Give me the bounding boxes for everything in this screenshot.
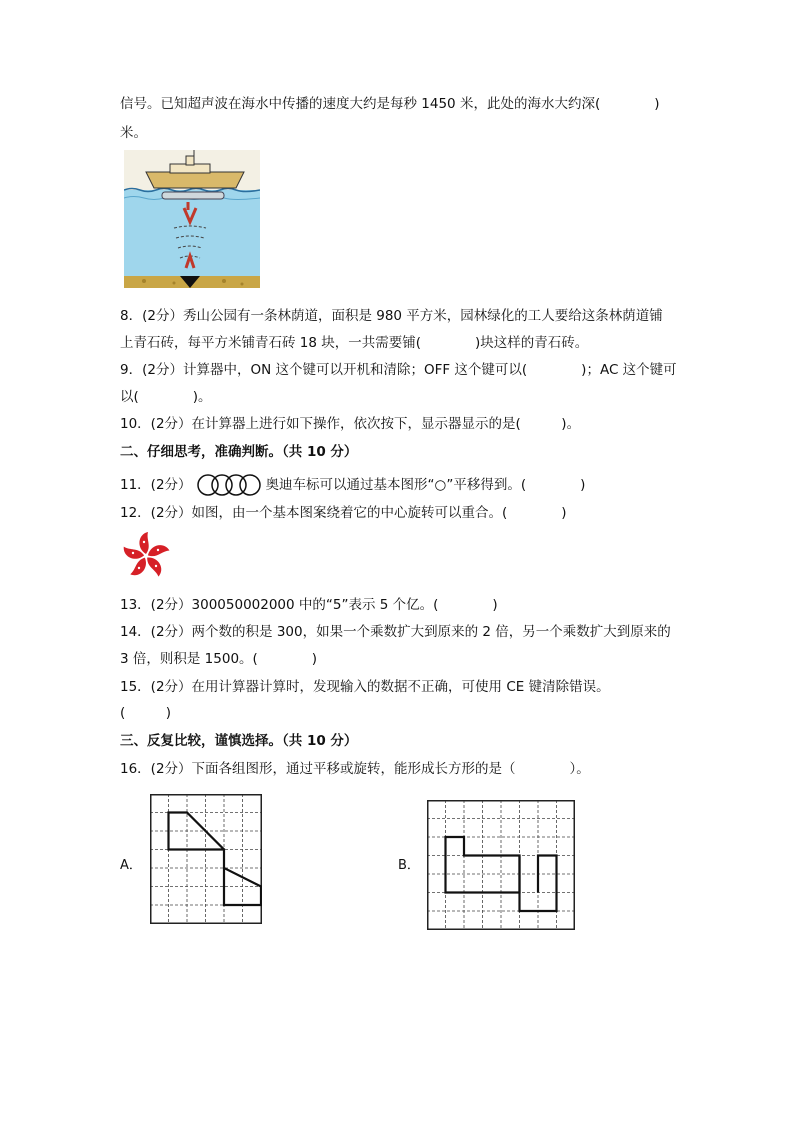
option-a-grid-figure — [150, 794, 262, 924]
question-10-text: 10．(2分）在计算器上进行如下操作，依次按下，显示器显示的是( )。 — [120, 416, 581, 432]
question-7-text-line1: 信号。已知超声波在海水中传播的速度大约是每秒 1450 米，此处的海水大约深( ) — [120, 96, 660, 112]
bauhinia-flower-icon — [120, 530, 172, 582]
question-8-text-line2: 上青石砖，每平方米铺青石砖 18 块，一共需要铺( )块这样的青石砖。 — [120, 335, 589, 351]
section-2-heading: 二、仔细思考，准确判断。（共 10 分） — [120, 444, 358, 460]
question-9-text-line1: 9．(2分）计算器中，ON 这个键可以开机和清除；OFF 这个键可以( )；AC 这个键可 — [120, 362, 677, 378]
option-b-label: B． — [398, 858, 420, 873]
option-b-grid-figure — [427, 800, 575, 930]
question-15-text-line1: 15．(2分）在用计算器计算时，发现输入的数据不正确，可使用 CE 键清除错误。 — [120, 679, 610, 695]
question-7-text-line2: 米。 — [120, 125, 147, 141]
option-a-label: A． — [120, 858, 142, 873]
question-12-text: 12．(2分）如图，由一个基本图案绕着它的中心旋转可以重合。( ) — [120, 505, 567, 521]
question-11-text — [120, 473, 585, 497]
ship-sonar-illustration — [124, 150, 260, 288]
audi-rings-icon — [196, 473, 264, 497]
question-11-statement: 奥迪车标可以通过基本图形“○”平移得到。( ) — [265, 477, 586, 493]
section-3-heading: 三、反复比较，谨慎选择。（共 10 分） — [120, 733, 358, 749]
question-13-text: 13．(2分）300050002000 中的“5”表示 5 个亿。( ) — [120, 597, 498, 613]
question-16-text: 16．(2分）下面各组图形，通过平移或旋转，能形成长方形的是（ ）。 — [120, 761, 590, 777]
question-8-text-line1: 8．(2分）秀山公园有一条林荫道，面积是 980 平方米，园林绿化的工人要给这条林荫道铺 — [120, 308, 663, 324]
question-9-text-line2: 以( )。 — [120, 389, 212, 405]
question-15-text-line2: ( ) — [120, 705, 172, 721]
question-11-number: 11．(2分） — [120, 477, 192, 493]
question-14-text-line2: 3 倍，则积是 1500。( ) — [120, 651, 318, 667]
question-14-text-line1: 14．(2分）两个数的积是 300，如果一个乘数扩大到原来的 2 倍，另一个乘数扩大到原来的 — [120, 624, 671, 640]
